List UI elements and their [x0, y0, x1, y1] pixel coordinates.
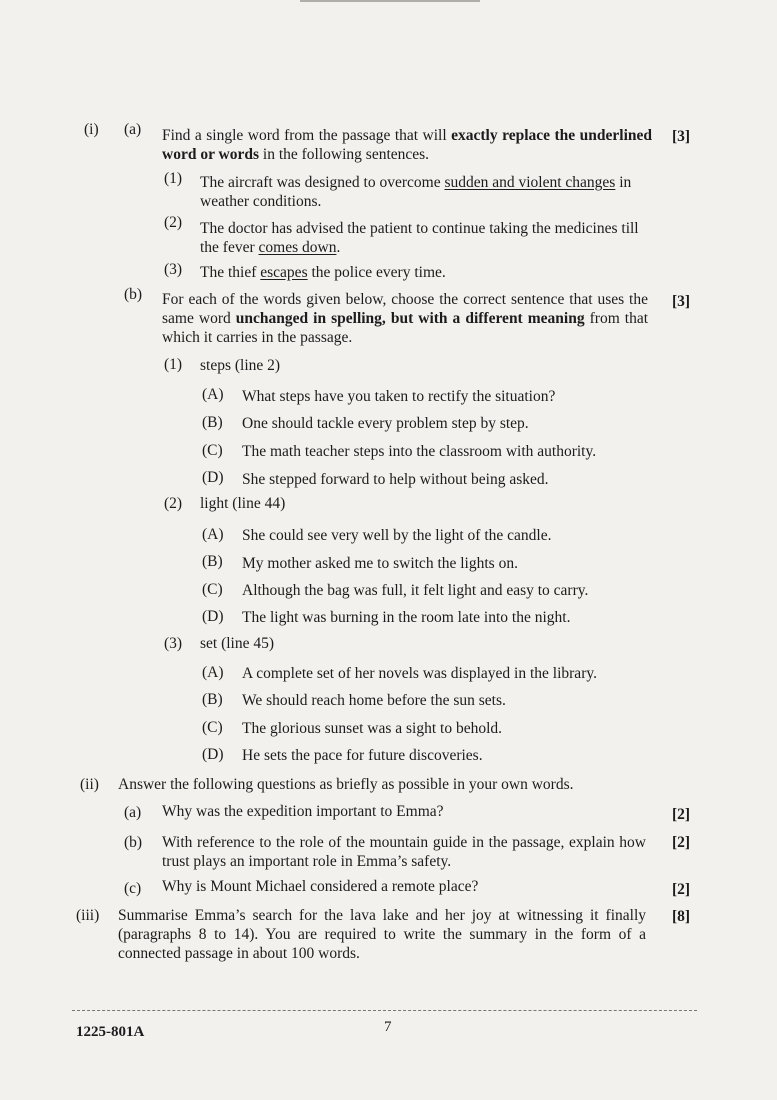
question-text: Why was the expedition important to Emma?	[162, 803, 444, 820]
option-text: We should reach home before the sun sets.	[242, 692, 506, 709]
option-label: (C)	[202, 442, 223, 459]
part-b-label: (b)	[124, 286, 143, 303]
a-item-3-num: (3)	[164, 261, 183, 278]
page-number: 7	[384, 1019, 392, 1035]
b-word-1-num: (1)	[164, 356, 183, 373]
question-label: (a)	[124, 804, 142, 821]
question-label: (b)	[124, 834, 143, 851]
question-marks: [2]	[672, 881, 691, 898]
option-label: (D)	[202, 746, 224, 763]
option-label: (D)	[202, 469, 224, 486]
option-label: (C)	[202, 581, 223, 598]
option-text: My mother asked me to switch the lights on.	[242, 555, 518, 572]
option-text: The light was burning in the room late into the night.	[242, 609, 571, 626]
part-b-marks: [3]	[672, 293, 691, 310]
a-item-2-num: (2)	[164, 214, 183, 231]
part-a-instruction: Find a single word from the passage that will exactly replace the underlined word or words in the following sentences.	[162, 127, 652, 163]
option-label: (B)	[202, 414, 223, 431]
b-word-3-num: (3)	[164, 635, 183, 652]
option-label: (D)	[202, 608, 224, 625]
section-i-label: (i)	[84, 121, 99, 138]
option-text: Although the bag was full, it felt light and easy to carry.	[242, 582, 589, 599]
b-word-2-text: light (line 44)	[200, 495, 286, 512]
question-marks: [2]	[672, 806, 691, 823]
option-label: (B)	[202, 553, 223, 570]
section-iii-label: (iii)	[76, 907, 100, 924]
paper-code: 1225-801A	[76, 1024, 145, 1040]
option-text: What steps have you taken to rectify the situation?	[242, 388, 556, 405]
option-label: (C)	[202, 719, 223, 736]
a-item-1-num: (1)	[164, 170, 183, 187]
b-word-3-text: set (line 45)	[200, 635, 275, 652]
option-text: One should tackle every problem step by step.	[242, 415, 529, 432]
option-text: She could see very well by the light of the candle.	[242, 527, 552, 544]
option-text: He sets the pace for future discoveries.	[242, 747, 483, 764]
b-word-1-text: steps (line 2)	[200, 357, 281, 374]
option-label: (A)	[202, 664, 224, 681]
question-text: With reference to the role of the mountain guide in the passage, explain how trust plays an important role in Emma’s safety.	[162, 834, 646, 870]
option-text: The glorious sunset was a sight to behold.	[242, 720, 503, 737]
section-iii-text: Summarise Emma’s search for the lava lake and her joy at witnessing it finally (paragraphs 8 to 14). You are required to write the summary in the form of a connected passage in about 100 words.	[118, 907, 646, 962]
a-item-1-text: The aircraft was designed to overcome sudden and violent changes in weather conditions.	[200, 174, 632, 210]
a-item-2-text: The doctor has advised the patient to continue taking the medicines till the fever comes down.	[200, 220, 639, 256]
option-text: She stepped forward to help without being asked.	[242, 471, 549, 488]
option-text: A complete set of her novels was displayed in the library.	[242, 665, 597, 682]
top-edge-rule	[300, 0, 480, 2]
section-ii-instruction: Answer the following questions as briefly as possible in your own words.	[118, 776, 574, 793]
question-marks: [2]	[672, 834, 691, 851]
option-label: (A)	[202, 386, 224, 403]
section-iii-marks: [8]	[672, 908, 691, 925]
footer-divider	[72, 1010, 697, 1011]
option-label: (B)	[202, 691, 223, 708]
question-label: (c)	[124, 880, 142, 897]
option-text: The math teacher steps into the classroom with authority.	[242, 443, 597, 460]
option-label: (A)	[202, 526, 224, 543]
section-ii-label: (ii)	[80, 776, 99, 793]
part-a-label: (a)	[124, 121, 142, 138]
question-text: Why is Mount Michael considered a remote place?	[162, 878, 479, 895]
b-word-2-num: (2)	[164, 495, 183, 512]
a-item-3-text: The thief escapes the police every time.	[200, 264, 446, 281]
part-b-instruction: For each of the words given below, choose the correct sentence that uses the same word unchanged in spelling, but with a different meaning from that which it carries in the passage.	[162, 291, 649, 346]
part-a-marks: [3]	[672, 128, 691, 145]
